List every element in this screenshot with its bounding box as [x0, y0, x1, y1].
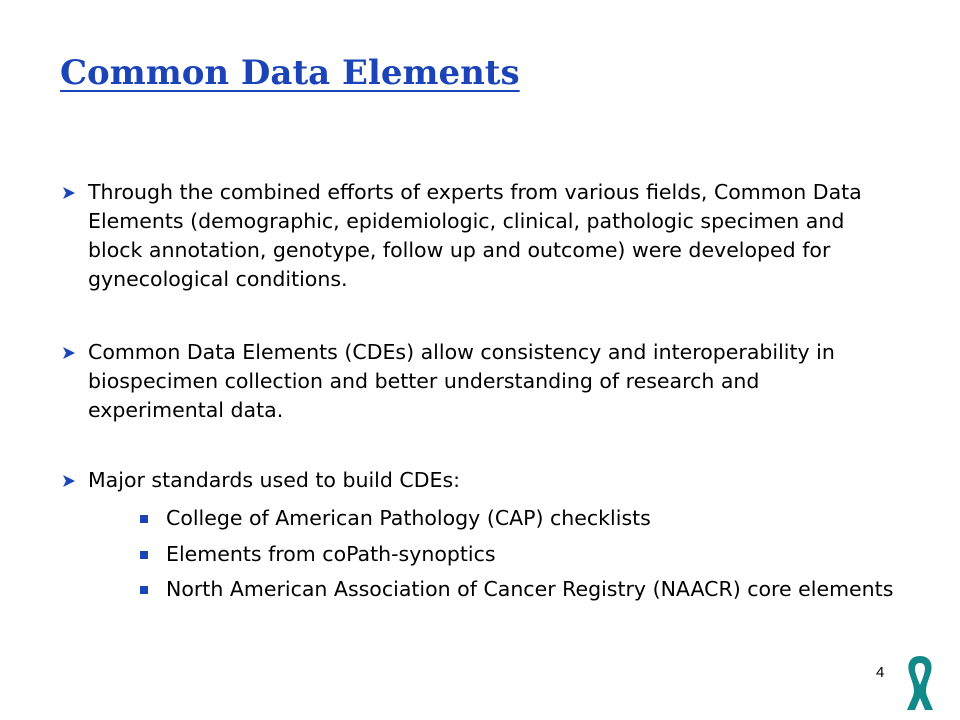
sub-bullet-item — [140, 575, 900, 604]
square-bullet-icon — [140, 515, 148, 523]
arrowhead-bullet-icon — [62, 186, 76, 200]
sub-bullet-item — [140, 504, 900, 533]
bullet-text: Major standards used to build CDEs: — [88, 468, 461, 492]
bullet-item — [62, 178, 892, 294]
sub-bullet-item — [140, 540, 900, 569]
awareness-ribbon-icon — [896, 652, 944, 712]
bullet-text: Common Data Elements (CDEs) allow consistency and interoperability in biospecimen collection and better understanding of research and experimental data. — [88, 340, 835, 422]
sub-bullet-text: North American Association of Cancer Registry (NAACR) core elements — [166, 577, 894, 601]
sub-bullet-text: Elements from coPath-synoptics — [166, 542, 496, 566]
bullet-item — [62, 338, 892, 425]
page-number: 4 — [876, 664, 885, 681]
arrowhead-bullet-icon — [62, 474, 76, 488]
bullet-item — [62, 466, 892, 495]
square-bullet-icon — [140, 586, 148, 594]
bullet-text: Through the combined efforts of experts from various fields, Common Data Elements (demographic, epidemiologic, clinical, pathologic specimen and block annotation, genotype, follow up and outcome) were developed for gynecological conditions. — [88, 180, 862, 291]
sub-bullet-text: College of American Pathology (CAP) checklists — [166, 506, 651, 530]
slide-title: Common Data Elements — [60, 53, 520, 93]
arrowhead-bullet-icon — [62, 346, 76, 360]
square-bullet-icon — [140, 551, 148, 559]
